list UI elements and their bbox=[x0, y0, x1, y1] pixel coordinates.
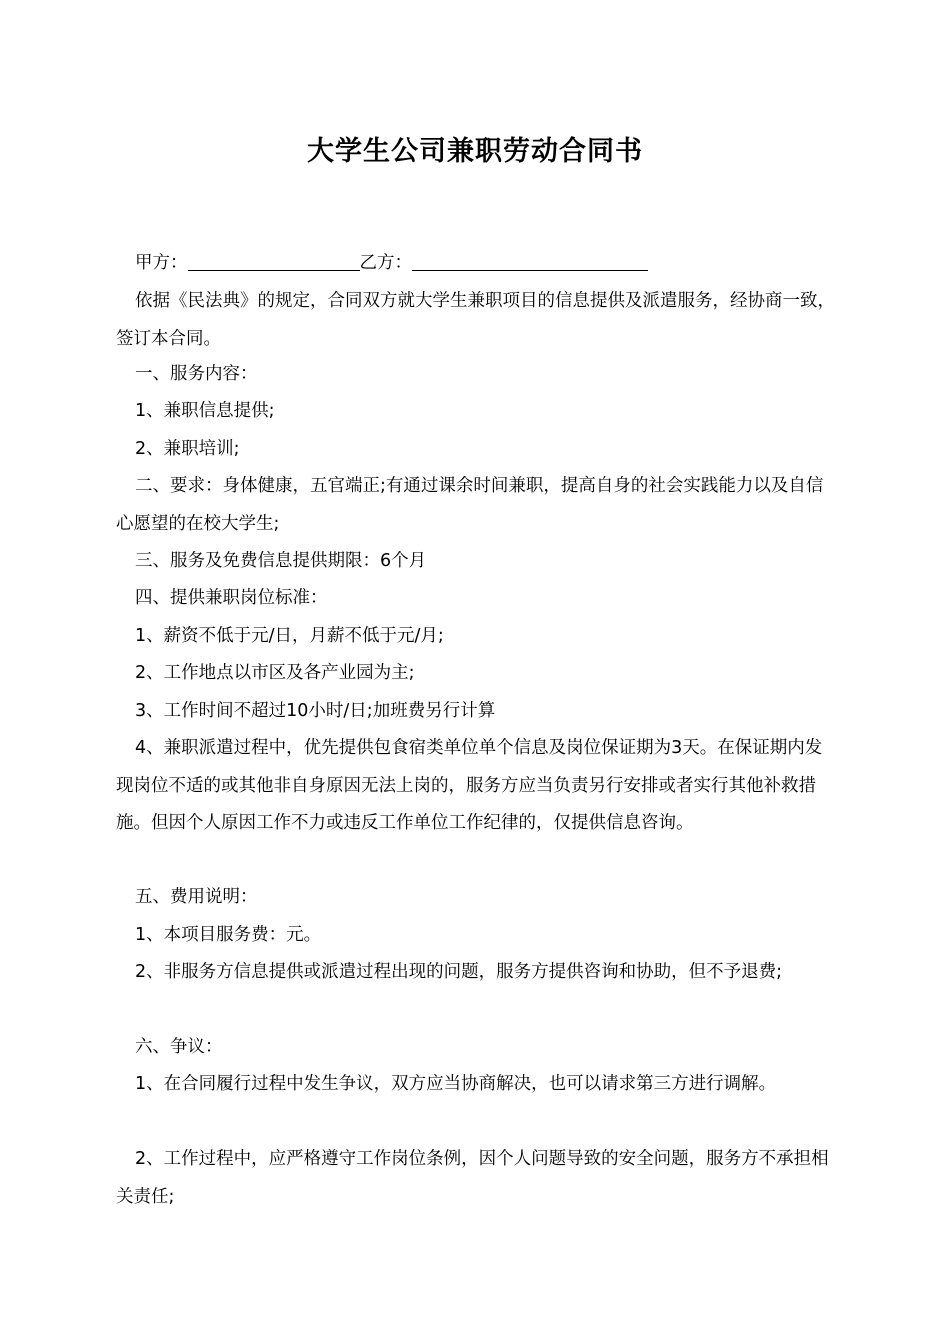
section-6-item-1: 1、在合同履行过程中发生争议，双方应当协商解决，也可以请求第三方进行调解。 bbox=[135, 1074, 777, 1094]
section-4-item-3: 3、工作时间不超过10小时/日;加班费另行计算 bbox=[135, 701, 496, 721]
intro-paragraph: 依据《民法典》的规定，合同双方就大学生兼职项目的信息提供及派遣服务，经协商一致，签订本合同。 bbox=[116, 291, 835, 349]
section-6-item-2: 2、工作过程中，应严格遵守工作岗位条例，因个人问题导致的安全问题，服务方不承担相关责任; bbox=[116, 1149, 829, 1207]
section-4-heading: 四、提供兼职岗位标准： bbox=[135, 588, 328, 608]
section-1-item-2: 2、兼职培训; bbox=[135, 439, 240, 459]
party-b-label: 乙方： bbox=[359, 253, 412, 273]
section-1-heading: 一、服务内容： bbox=[135, 364, 258, 384]
section-3-paragraph: 三、服务及免费信息提供期限：6个月 bbox=[135, 551, 427, 571]
document-title: 大学生公司兼职劳动合同书 bbox=[307, 136, 643, 167]
section-4-item-2: 2、工作地点以市区及各产业园为主; bbox=[135, 663, 415, 683]
section-5-item-2: 2、非服务方信息提供或派遣过程出现的问题，服务方提供咨询和协助，但不予退费; bbox=[135, 962, 783, 982]
section-5-item-1: 1、本项目服务费：元。 bbox=[135, 925, 322, 945]
section-6-heading: 六、争议： bbox=[135, 1037, 223, 1057]
section-4-item-4: 4、兼职派遣过程中，优先提供包食宿类单位单个信息及岗位保证期为3天。在保证期内发现岗位不适的或其他非自身原因无法上岗的，服务方应当负责另行安排或者实行其他补救措施。但因个人原因工作不力或违反工作单位工作纪律的，仅提供信息咨询。 bbox=[116, 738, 823, 833]
section-2-paragraph: 二、要求：身体健康，五官端正;有通过课余时间兼职，提高自身的社会实践能力以及自信心愿望的在校大学生; bbox=[116, 476, 824, 534]
parties-line bbox=[116, 245, 838, 283]
party-b-blank bbox=[412, 250, 648, 271]
party-a-blank bbox=[188, 250, 360, 271]
party-a-label: 甲方： bbox=[135, 253, 188, 273]
section-1-item-1: 1、兼职信息提供; bbox=[135, 401, 275, 421]
section-4-item-1: 1、薪资不低于元/日，月薪不低于元/月; bbox=[135, 626, 444, 646]
section-5-heading: 五、费用说明： bbox=[135, 887, 258, 907]
